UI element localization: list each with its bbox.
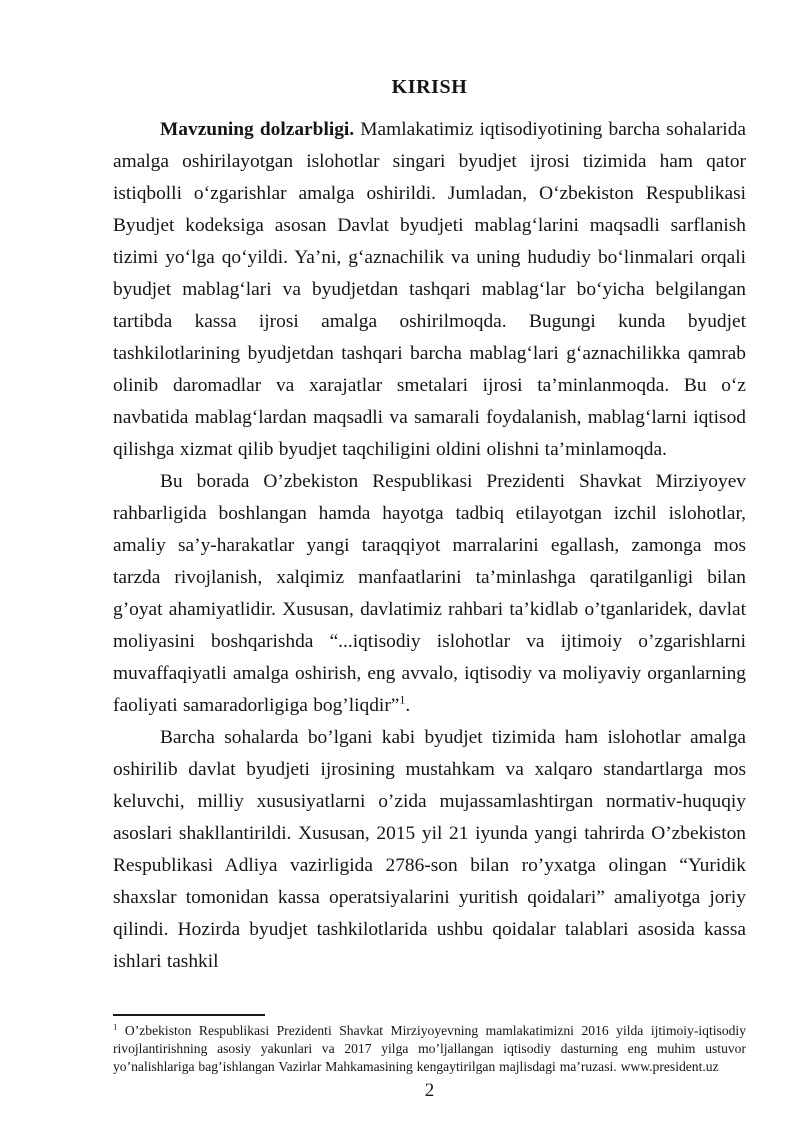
paragraph-2-text: Bu borada O’zbekiston Respublikasi Prezidenti Shavkat Mirziyoyev rahbarligida boshlangan hamda hayotga tadbiq etilayotgan izchil islohotlar, amaliy sa’y-harakatlar yangi taraqqiyot marralarini egallash, zamonga mos tarzda rivojlanish, xalqimiz manfaatlarini ta’minlashga qaratilganligi bilan g’oyat ahamiyatlidir. Xususan, davlatimiz rahbari ta’kidlab o’tganlaridek, davlat moliyasini boshqarishda “...iqtisodiy islohotlar va ijtimoiy o’zgarishlarni muvaffaqiyatli amalga oshirish, eng avvalo, iqtisodiy va moliyaviy organlarning faoliyati samaradorligiga bog’liqdir”	[113, 471, 746, 716]
paragraph-3	[113, 722, 746, 978]
paragraph-3-text: Barcha sohalarda bo’lgani kabi byudjet tizimida ham islohotlar amalga oshirilib davlat byudjeti ijrosining mustahkam va xalqaro standartlarga mos keluvchi, milliy xususiyatlarni o’zida mujassamlashtirgan normativ-huquqiy asoslari shakllantirildi. Xususan, 2015 yil 21 iyunda yangi tahrirda O’zbekiston Respublikasi Adliya vazirligida 2786-son bilan ro’yxatga olingan “Yuridik shaxslar tomonidan kassa operatsiyalarini yuritish qoidalari” amaliyotga joriy qilindi. Hozirda byudjet tashkilotlarida ushbu qoidalar talablari asosida kassa ishlari tashkil	[113, 727, 746, 972]
page-title: KIRISH	[391, 76, 468, 98]
paragraph-1-text: Mamlakatimiz iqtisodiyotining barcha sohalarida amalga oshirilayotgan islohotlar singari byudjet ijrosi tizimida ham qator istiqbolli o‘zgarishlar amalga oshirildi. Jumladan, O‘zbekiston Respublikasi Byudjet kodeksiga asosan Davlat byudjeti mablag‘larini maqsadli sarflanish tizimi yo‘lga qo‘yildi. Ya’ni, g‘aznachilik va uning hududiy bo‘linmalari orqali byudjet mablag‘lari va byudjetdan tashqari mablag‘lar bo‘yicha belgilangan tartibda kassa ijrosi amalga oshirilmoqda. Bugungi kunda byudjet tashkilotlarining byudjetdan tashqari barcha mablag‘lari g‘aznachilikka qamrab olinib daromadlar va xarajatlar smetalari ijrosi ta’minlanmoqda. Bu o‘z navbatida mablag‘lardan maqsadli va samarali foydalanish, mablag‘larni iqtisod qilishga xizmat qilib byudjet taqchiligini oldini olishni ta’minlamoqda.	[113, 119, 746, 460]
footnote-reference: 1	[399, 692, 406, 707]
paragraph-2-tail: .	[405, 695, 411, 716]
footnote	[113, 1022, 746, 1076]
paragraph-1-lead: Mavzuning dolzarbligi.	[160, 119, 355, 140]
paragraph-1	[113, 114, 746, 466]
page-number: 2	[424, 1080, 435, 1101]
page-content	[113, 74, 746, 1103]
footnote-text: O’zbekiston Respublikasi Prezidenti Shavkat Mirziyoyevning mamlakatimizni 2016 yilda ijtimoiy-iqtisodiy rivojlantirishning asosiy yakunlari va 2017 yilga mo’ljallangan iqtisodiy dasturning eng muhim ustuvor yo’nalishlariga bag’ishlangan Vazirlar Mahkamasining kengaytirilgan majlisdagi ma’ruzasi. www.president.uz	[113, 1023, 746, 1074]
footnote-marker: 1	[113, 1021, 118, 1032]
paragraph-2	[113, 466, 746, 722]
footnote-separator	[113, 1014, 265, 1016]
